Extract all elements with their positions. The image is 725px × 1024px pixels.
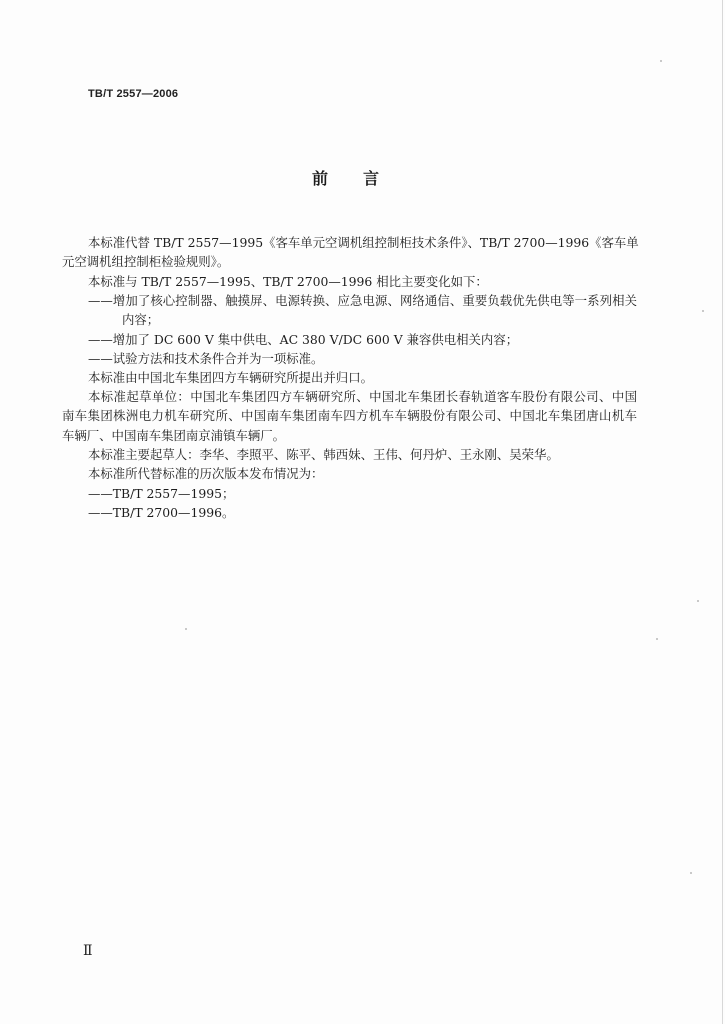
body-line: ——增加了 DC 600 V 集中供电、AC 380 V/DC 600 V 兼容供电相关内容；: [88, 332, 519, 347]
body-line: 本标准所代替标准的历次版本发布情况为：: [88, 466, 324, 481]
body-line: ——试验方法和技术条件合并为一项标准。: [88, 351, 324, 366]
body-line: 本标准主要起草人：李华、李照平、陈平、韩西妹、王伟、何丹炉、王永刚、吴荣华。: [88, 447, 559, 462]
body-line: ——TB/T 2700—1996。: [88, 505, 235, 520]
scan-speck: [185, 628, 187, 630]
body-line: 本标准与 TB/T 2557—1995、TB/T 2700—1996 相比主要变化如下：: [88, 274, 488, 289]
standard-code-header: TB/T 2557—2006: [88, 88, 179, 100]
body-line: 内容；: [122, 312, 160, 327]
body-line: 车辆厂、中国南车集团南京浦镇车辆厂。: [62, 428, 286, 443]
body-line: 本标准代替 TB/T 2557—1995《客车单元空调机组控制柜技术条件》、TB/T 2700—1996《客车单: [88, 235, 639, 250]
body-line: 南车集团株洲电力机车研究所、中国南车集团南车四方机车车辆股份有限公司、中国北车集团唐山机车: [62, 408, 637, 423]
body-line: ——增加了核心控制器、触摸屏、电源转换、应急电源、网络通信、重要负载优先供电等一系列相关: [88, 293, 637, 308]
body-line: 本标准由中国北车集团四方车辆研究所提出并归口。: [88, 370, 373, 385]
body-line: 本标准起草单位：中国北车集团四方车辆研究所、中国北车集团长春轨道客车股份有限公司、中国: [88, 389, 637, 404]
page-title: 前 言: [312, 169, 381, 188]
scan-speck: [656, 638, 658, 640]
body-line: ——TB/T 2557—1995；: [88, 486, 235, 501]
scan-speck: [660, 60, 662, 62]
scan-speck: [702, 310, 704, 312]
body-line: 元空调机组控制柜检验规则》。: [62, 254, 230, 269]
scan-edge: [722, 0, 723, 1024]
page-number: Ⅱ: [83, 943, 93, 959]
scan-speck: [690, 872, 692, 874]
scan-speck: [697, 600, 699, 602]
